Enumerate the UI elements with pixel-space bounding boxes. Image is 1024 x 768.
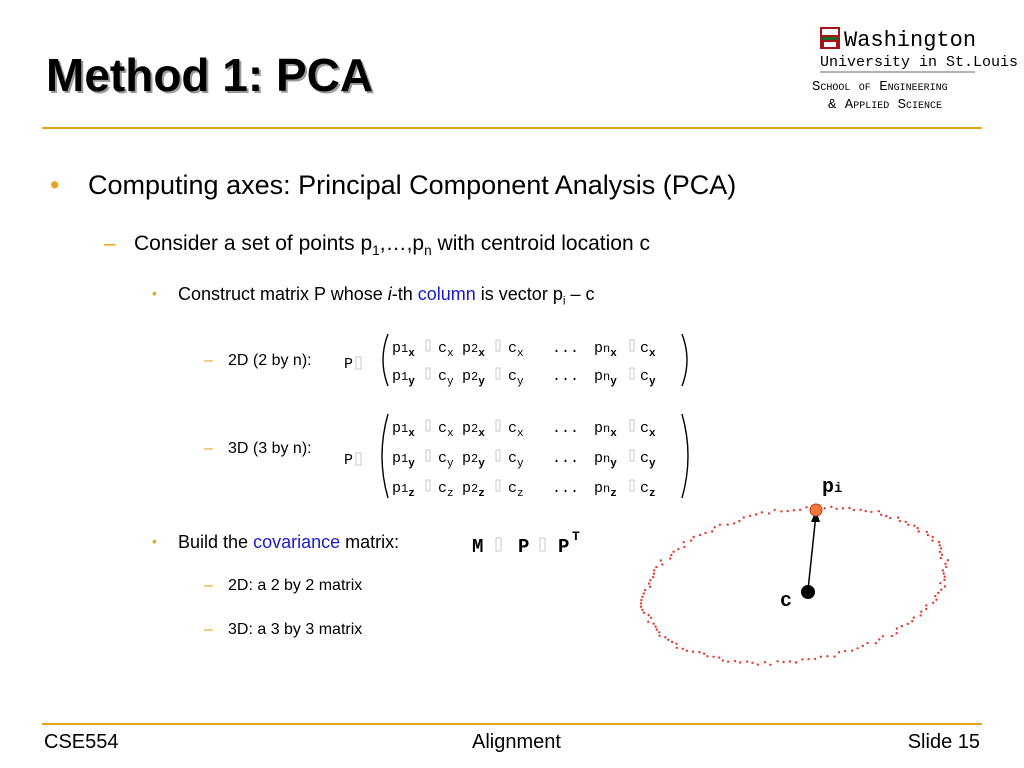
svg-text:pnx: $pn_x$	[594, 420, 617, 440]
cloud-point	[751, 662, 753, 664]
svg-text:pny: $pn_y$	[594, 450, 617, 470]
svg-text:cx: $c_x$	[508, 340, 524, 360]
cloud-point	[738, 520, 740, 522]
cloud-point	[844, 650, 846, 652]
svg-text:p2x: $p2_x$	[462, 340, 485, 360]
cloud-point	[789, 660, 791, 662]
cloud-point	[925, 608, 927, 610]
cloud-point	[885, 515, 887, 517]
cloud-point	[932, 536, 934, 538]
cloud-point	[901, 625, 903, 627]
matrix-2d-equation	[340, 330, 700, 390]
logo-line3: School of Engineering	[812, 79, 948, 95]
bullet-dash: –	[204, 577, 213, 594]
cloud-point	[667, 639, 669, 641]
svg-text:cy: $c_y$	[438, 368, 454, 388]
svg-text:cz: $c_z$	[508, 480, 524, 500]
cloud-point	[875, 642, 877, 644]
cloud-point	[714, 526, 716, 528]
cloud-point	[891, 635, 893, 637]
cloud-point	[677, 548, 679, 550]
cloud-point	[764, 661, 766, 663]
cloud-point	[793, 509, 795, 511]
cloud-point	[650, 617, 652, 619]
cloud-point	[862, 645, 864, 647]
cloud-point	[856, 647, 858, 649]
cloud-point	[658, 631, 660, 633]
bullet-dash: –	[204, 440, 213, 457]
cloud-point	[917, 527, 919, 529]
covariance-equation	[468, 526, 598, 560]
cloud-point	[943, 579, 945, 581]
cloud-point	[787, 510, 789, 512]
svg-text:cz: $c_z$	[438, 480, 454, 500]
svg-text:p1y: $p1_y$	[392, 368, 415, 388]
cloud-point	[693, 536, 695, 538]
svg-text:cx: $c_x$	[438, 340, 454, 360]
bullet-dash: –	[204, 621, 213, 638]
svg-text:cy: $c_y$	[640, 450, 656, 470]
cloud-point	[656, 628, 658, 630]
cloud-point	[942, 569, 944, 571]
svg-text:cy: $c_y$	[508, 368, 524, 388]
pca-diagram	[640, 470, 980, 690]
cloud-point	[820, 656, 822, 658]
svg-text:T: T	[572, 529, 580, 544]
cloud-point	[722, 659, 724, 661]
cloud-point	[931, 539, 933, 541]
svg-text:p2z: $p2_z$	[462, 480, 485, 500]
cloud-point	[941, 554, 943, 556]
vector-arrow	[808, 514, 816, 590]
cloud-point	[661, 563, 663, 565]
cloud-point	[698, 651, 700, 653]
cloud-point	[670, 554, 672, 556]
cloud-point	[878, 638, 880, 640]
svg-text:P: P	[344, 452, 354, 469]
cloud-point	[848, 507, 850, 509]
cloud-point	[939, 582, 941, 584]
cloud-point	[945, 566, 947, 568]
cloud-point	[830, 506, 832, 508]
svg-text:pnx: $pn_x$	[594, 340, 617, 360]
cloud-point	[913, 525, 915, 527]
bullet-dot: •	[152, 285, 157, 301]
bullet-level1: • Computing axes: Principal Component Analysis (PCA)	[50, 170, 737, 200]
svg-text:M: M	[472, 536, 484, 558]
bullet-dash: –	[204, 352, 213, 369]
cloud-point	[925, 604, 927, 606]
cloud-point	[660, 559, 662, 561]
cloud-point	[940, 589, 942, 591]
header-rule	[42, 127, 982, 129]
cloud-point	[733, 522, 735, 524]
bullet-dot: •	[50, 170, 60, 200]
cloud-point	[940, 547, 942, 549]
item-2d-size: – 2D: a 2 by 2 matrix	[204, 577, 363, 594]
cloud-point	[769, 664, 771, 666]
cloud-point	[654, 625, 656, 627]
cloud-point	[944, 585, 946, 587]
cloud-point	[640, 606, 642, 608]
cloud-point	[851, 649, 853, 651]
cloud-point	[782, 661, 784, 663]
footer-topic: Alignment	[472, 731, 561, 753]
cloud-point	[865, 510, 867, 512]
cloud-point	[801, 658, 803, 660]
cloud-point	[755, 513, 757, 515]
cloud-point	[658, 635, 660, 637]
cloud-point	[676, 647, 678, 649]
cloud-point	[757, 663, 759, 665]
cloud-point	[653, 573, 655, 575]
cloud-point	[866, 642, 868, 644]
cloud-point	[805, 506, 807, 508]
cloud-point	[652, 576, 654, 578]
cloud-point	[807, 658, 809, 660]
shield-icon	[820, 27, 840, 49]
footer-course: CSE554	[44, 731, 119, 753]
bullet-level3: • Construct matrix P whose i-th column is vector $p_i$ – c	[152, 284, 595, 308]
cloud-point	[944, 576, 946, 578]
footer-slide-number: Slide 15	[907, 731, 980, 753]
svg-text:p2x: $p2_x$	[462, 420, 485, 440]
cloud-point	[686, 650, 688, 652]
svg-text:...: ...	[552, 420, 580, 437]
cloud-point	[719, 524, 721, 526]
cloud-point	[882, 635, 884, 637]
cloud-point	[920, 611, 922, 613]
cloud-point	[734, 660, 736, 662]
cloud-point	[739, 661, 741, 663]
cloud-point	[649, 579, 651, 581]
cloud-point	[704, 532, 706, 534]
cloud-point	[870, 511, 872, 513]
cloud-point	[878, 510, 880, 512]
cloud-point	[671, 641, 673, 643]
centroid-c	[801, 585, 815, 599]
cloud-point	[648, 582, 650, 584]
cloud-point	[937, 592, 939, 594]
cloud-point	[932, 602, 934, 604]
bullet-dash: –	[104, 232, 116, 255]
cloud-point	[675, 643, 677, 645]
slide-title: Method 1: PCA	[46, 49, 374, 101]
cloud-point	[727, 523, 729, 525]
svg-text:cy: $c_y$	[438, 450, 454, 470]
cloud-point	[826, 655, 828, 657]
cloud-point	[711, 530, 713, 532]
cloud-point	[939, 551, 941, 553]
cloud-point	[853, 509, 855, 511]
svg-text:p1y: $p1_y$	[392, 450, 415, 470]
cloud-point	[773, 509, 775, 511]
cloud-point	[640, 602, 642, 604]
cloud-point	[934, 595, 936, 597]
cloud-point	[939, 544, 941, 546]
svg-text:P: P	[344, 356, 354, 373]
footer-rule	[42, 723, 982, 725]
cloud-point	[938, 541, 940, 543]
cloud-point	[644, 589, 646, 591]
cloud-point	[838, 651, 840, 653]
cloud-point	[927, 534, 929, 536]
university-logo	[810, 24, 1019, 116]
cloud-point	[824, 507, 826, 509]
cloud-point	[672, 551, 674, 553]
svg-text:P: P	[558, 536, 570, 558]
cloud-point	[649, 586, 651, 588]
cloud-point	[647, 621, 649, 623]
logo-line4: & Applied Science	[828, 97, 943, 113]
cloud-point	[743, 516, 745, 518]
svg-text:cx: $c_x$	[508, 420, 524, 440]
cloud-point	[859, 509, 861, 511]
bullet-build-covariance: • Build the covariance matrix:	[152, 532, 400, 552]
cloud-point	[641, 596, 643, 598]
cloud-point	[655, 566, 657, 568]
cloud-point	[643, 612, 645, 614]
bullet-level2: – Consider a set of points $p_1,\dots,p_n$ with centroid location c	[104, 232, 650, 259]
cloud-point	[703, 653, 705, 655]
cloud-point	[913, 616, 915, 618]
cloud-point	[727, 661, 729, 663]
logo-line2: University in St.Louis	[820, 54, 1019, 71]
cloud-point	[895, 632, 897, 634]
svg-text:cx: $c_x$	[438, 420, 454, 440]
svg-text:P: P	[518, 536, 530, 558]
svg-text:...: ...	[552, 368, 580, 385]
cloud-point	[664, 636, 666, 638]
cloud-point	[907, 524, 909, 526]
svg-text:p1z: $p1_z$	[392, 480, 415, 500]
label-c: c	[780, 590, 793, 613]
cloud-point	[947, 559, 949, 561]
label-pi: pi	[822, 476, 843, 499]
cloud-point	[918, 530, 920, 532]
cloud-point	[718, 656, 720, 658]
svg-text:pny: $pn_y$	[594, 368, 617, 388]
cloud-point	[761, 511, 763, 513]
svg-text:cy: $c_y$	[640, 368, 656, 388]
cloud-point	[692, 651, 694, 653]
item-3d-size: – 3D: a 3 by 3 matrix	[204, 621, 363, 638]
item-3d: – 3D (3 by n):	[204, 440, 312, 457]
cloud-point	[919, 614, 921, 616]
cloud-point	[814, 658, 816, 660]
cloud-point	[780, 510, 782, 512]
bullet-dot: •	[152, 533, 157, 549]
svg-text:p2y: $p2_y$	[462, 368, 485, 388]
cloud-point	[641, 609, 643, 611]
cloud-point	[897, 516, 899, 518]
cloud-point	[889, 517, 891, 519]
cloud-point	[683, 546, 685, 548]
cloud-point	[880, 514, 882, 516]
svg-text:...: ...	[552, 450, 580, 467]
svg-text:p1x: $p1_x$	[392, 340, 415, 360]
svg-text:cx: $c_x$	[640, 340, 656, 360]
svg-text:cy: $c_y$	[508, 450, 524, 470]
cloud-point	[746, 660, 748, 662]
logo-line1: Washington	[844, 28, 977, 53]
cloud-point	[643, 592, 645, 594]
cloud-point	[795, 661, 797, 663]
cloud-point	[669, 557, 671, 559]
cloud-point	[940, 557, 942, 559]
svg-text:pnz: $pn_z$	[594, 480, 617, 500]
point-pi	[810, 504, 822, 516]
cloud-point	[935, 599, 937, 601]
cloud-point	[776, 660, 778, 662]
cloud-point	[911, 620, 913, 622]
svg-text:cz: $c_z$	[640, 480, 656, 500]
cloud-point	[835, 508, 837, 510]
cloud-point	[905, 521, 907, 523]
cloud-point	[768, 512, 770, 514]
cloud-point	[706, 655, 708, 657]
cloud-point	[926, 531, 928, 533]
cloud-point	[833, 655, 835, 657]
cloud-point	[842, 507, 844, 509]
cloud-point	[653, 623, 655, 625]
svg-text:...: ...	[552, 340, 580, 357]
item-2d: – 2D (2 by n):	[204, 352, 312, 369]
point-cloud	[640, 504, 949, 666]
svg-text:p1x: $p1_x$	[392, 420, 415, 440]
cloud-point	[749, 515, 751, 517]
cloud-point	[699, 534, 701, 536]
svg-text:...: ...	[552, 480, 580, 497]
cloud-point	[799, 509, 801, 511]
cloud-point	[899, 520, 901, 522]
cloud-point	[640, 599, 642, 601]
cloud-point	[683, 541, 685, 543]
cloud-point	[896, 627, 898, 629]
cloud-point	[653, 569, 655, 571]
cloud-point	[944, 563, 946, 565]
svg-text:p2y: $p2_y$	[462, 450, 485, 470]
cloud-point	[690, 539, 692, 541]
cloud-point	[943, 572, 945, 574]
svg-text:cx: $c_x$	[640, 420, 656, 440]
cloud-point	[682, 648, 684, 650]
cloud-point	[907, 623, 909, 625]
cloud-point	[648, 614, 650, 616]
cloud-point	[712, 656, 714, 658]
